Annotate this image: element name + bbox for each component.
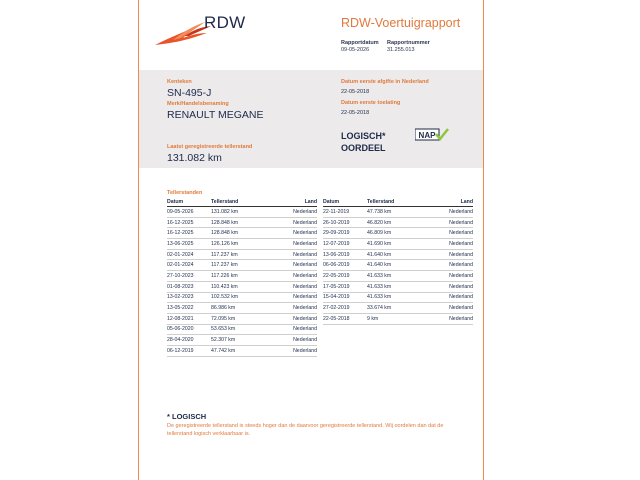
table-row (167, 239, 317, 250)
brand-label: Merk/Handelsbenaming (167, 101, 229, 107)
reading-date: 01-08-2023 (167, 281, 211, 292)
reading-country: Nederland (269, 303, 317, 314)
reading-odometer: 41.640 km (367, 260, 425, 271)
reading-odometer: 46.820 km (367, 217, 425, 228)
reading-odometer: 41.690 km (367, 239, 425, 250)
reading-country: Nederland (269, 228, 317, 239)
reading-date: 12-07-2019 (323, 239, 367, 250)
table-row (167, 249, 317, 260)
plate-label: Kenteken (167, 79, 192, 85)
table-row (323, 281, 473, 292)
reading-country: Nederland (425, 239, 473, 250)
table-row (323, 271, 473, 282)
first-admission-value: 22-05-2018 (341, 89, 370, 95)
reading-country: Nederland (269, 260, 317, 271)
footnote-title: * LOGISCH (167, 412, 207, 421)
reading-date: 27-02-2019 (323, 303, 367, 314)
reading-odometer: 117.226 km (211, 271, 269, 282)
reading-country: Nederland (425, 292, 473, 303)
reading-odometer: 46.809 km (367, 228, 425, 239)
reading-country: Nederland (269, 345, 317, 356)
table-row (167, 345, 317, 356)
first-registration-label: Datum eerste toelating (341, 100, 401, 106)
report-number: 31.255.013 (387, 47, 415, 53)
reading-country: Nederland (425, 228, 473, 239)
reading-date: 02-01-2024 (167, 249, 211, 260)
table-row (323, 249, 473, 260)
nap-label: NAP (418, 131, 436, 140)
reading-country: Nederland (269, 217, 317, 228)
logo-text: RDW (204, 13, 246, 32)
col-odometer: Tellerstand (211, 198, 269, 207)
reading-date: 29-09-2019 (323, 228, 367, 239)
reading-date: 16-12-2025 (167, 217, 211, 228)
table-row (167, 271, 317, 282)
report-date: 09-05-2026 (341, 47, 370, 53)
table-row (323, 292, 473, 303)
reading-date: 16-12-2025 (167, 228, 211, 239)
reading-country: Nederland (425, 281, 473, 292)
reading-odometer: 117.237 km (211, 249, 269, 260)
report-title: RDW-Voertuigrapport (341, 16, 461, 30)
reading-odometer: 9 km (367, 313, 425, 324)
reading-date: 13-02-2023 (167, 292, 211, 303)
reading-odometer: 102.532 km (211, 292, 269, 303)
reading-country: Nederland (269, 292, 317, 303)
table-row (167, 313, 317, 324)
reading-country: Nederland (269, 249, 317, 260)
reading-odometer: 131.082 km (211, 207, 269, 218)
reading-country: Nederland (269, 335, 317, 346)
odometer-label: Laatst geregistreerde tellerstand (167, 144, 253, 150)
reading-odometer: 128.848 km (211, 228, 269, 239)
col-country: Land (425, 198, 473, 207)
report-number-label: Rapportnummer (387, 40, 430, 46)
odometer-value: 131.082 km (167, 152, 222, 164)
plate-value: SN-495-J (167, 87, 212, 99)
table-row (167, 260, 317, 271)
table-row (167, 228, 317, 239)
first-admission-label: Datum eerste afgifte in Nederland (341, 79, 429, 85)
reading-odometer: 72.095 km (211, 313, 269, 324)
reading-odometer: 52.307 km (211, 335, 269, 346)
reading-odometer: 41.640 km (367, 249, 425, 260)
reading-country: Nederland (425, 313, 473, 324)
reading-date: 13-06-2019 (323, 249, 367, 260)
verdict-line2: OORDEEL (341, 143, 386, 153)
verdict-line1: LOGISCH* (341, 131, 386, 141)
table-row (323, 313, 473, 324)
reading-country: Nederland (269, 271, 317, 282)
table-row (323, 207, 473, 218)
reading-odometer: 33.674 km (367, 303, 425, 314)
table-row (323, 239, 473, 250)
reading-country: Nederland (425, 303, 473, 314)
report-number-block (387, 40, 430, 54)
table-header (167, 198, 317, 207)
reading-date: 26-10-2019 (323, 217, 367, 228)
reading-odometer: 41.633 km (367, 292, 425, 303)
reading-date: 27-10-2023 (167, 271, 211, 282)
reading-date: 28-04-2020 (167, 335, 211, 346)
reading-odometer: 86.986 km (211, 303, 269, 314)
report-page (138, 0, 484, 480)
reading-country: Nederland (269, 281, 317, 292)
reading-country: Nederland (425, 271, 473, 282)
reading-date: 12-08-2021 (167, 313, 211, 324)
table-row (167, 217, 317, 228)
table-row (167, 335, 317, 346)
readings-table-left (167, 198, 317, 357)
col-odometer: Tellerstand (367, 198, 425, 207)
table-row (323, 260, 473, 271)
reading-date: 02-01-2024 (167, 260, 211, 271)
reading-country: Nederland (269, 239, 317, 250)
table-row (167, 303, 317, 314)
reading-date: 05-06-2020 (167, 324, 211, 335)
reading-odometer: 41.633 km (367, 281, 425, 292)
reading-odometer: 47.738 km (367, 207, 425, 218)
col-date: Datum (323, 198, 367, 207)
reading-date: 06-12-2019 (167, 345, 211, 356)
table-row (323, 303, 473, 314)
reading-odometer: 53.653 km (211, 324, 269, 335)
report-date-block (341, 40, 379, 54)
reading-odometer: 126.126 km (211, 239, 269, 250)
col-date: Datum (167, 198, 211, 207)
reading-date: 22-05-2018 (323, 313, 367, 324)
nap-badge (415, 128, 449, 142)
brand-value: RENAULT MEGANE (167, 109, 264, 121)
reading-date: 09-05-2026 (167, 207, 211, 218)
report-date-label: Rapportdatum (341, 40, 379, 46)
readings-table-right (323, 198, 473, 325)
table-header (323, 198, 473, 207)
reading-odometer: 110.423 km (211, 281, 269, 292)
readings-title: Tellerstanden (167, 190, 203, 196)
reading-country: Nederland (269, 324, 317, 335)
reading-country: Nederland (425, 260, 473, 271)
reading-country: Nederland (269, 313, 317, 324)
reading-date: 17-05-2019 (323, 281, 367, 292)
table-row (167, 324, 317, 335)
reading-date: 22-11-2019 (323, 207, 367, 218)
reading-odometer: 117.237 km (211, 260, 269, 271)
table-row (167, 207, 317, 218)
vehicle-panel (139, 70, 483, 168)
reading-country: Nederland (425, 217, 473, 228)
footnote-text: De geregistreerde tellerstand is steeds hoger dan de daarvoor geregistreerde tellerstand. Wij oordelen dan dat de tellerstand logisch verklaarbaar is. (167, 423, 444, 437)
first-registration-value: 22-05-2018 (341, 110, 370, 116)
reading-date: 06-06-2019 (323, 260, 367, 271)
reading-date: 22-05-2019 (323, 271, 367, 282)
table-row (167, 292, 317, 303)
reading-date: 15-04-2019 (323, 292, 367, 303)
reading-date: 13-05-2022 (167, 303, 211, 314)
reading-country: Nederland (425, 207, 473, 218)
table-row (323, 228, 473, 239)
table-row (323, 217, 473, 228)
reading-odometer: 41.633 km (367, 271, 425, 282)
reading-odometer: 128.848 km (211, 217, 269, 228)
reading-odometer: 47.742 km (211, 345, 269, 356)
table-row (167, 281, 317, 292)
reading-country: Nederland (269, 207, 317, 218)
reading-date: 13-06-2025 (167, 239, 211, 250)
reading-country: Nederland (425, 249, 473, 260)
col-country: Land (269, 198, 317, 207)
